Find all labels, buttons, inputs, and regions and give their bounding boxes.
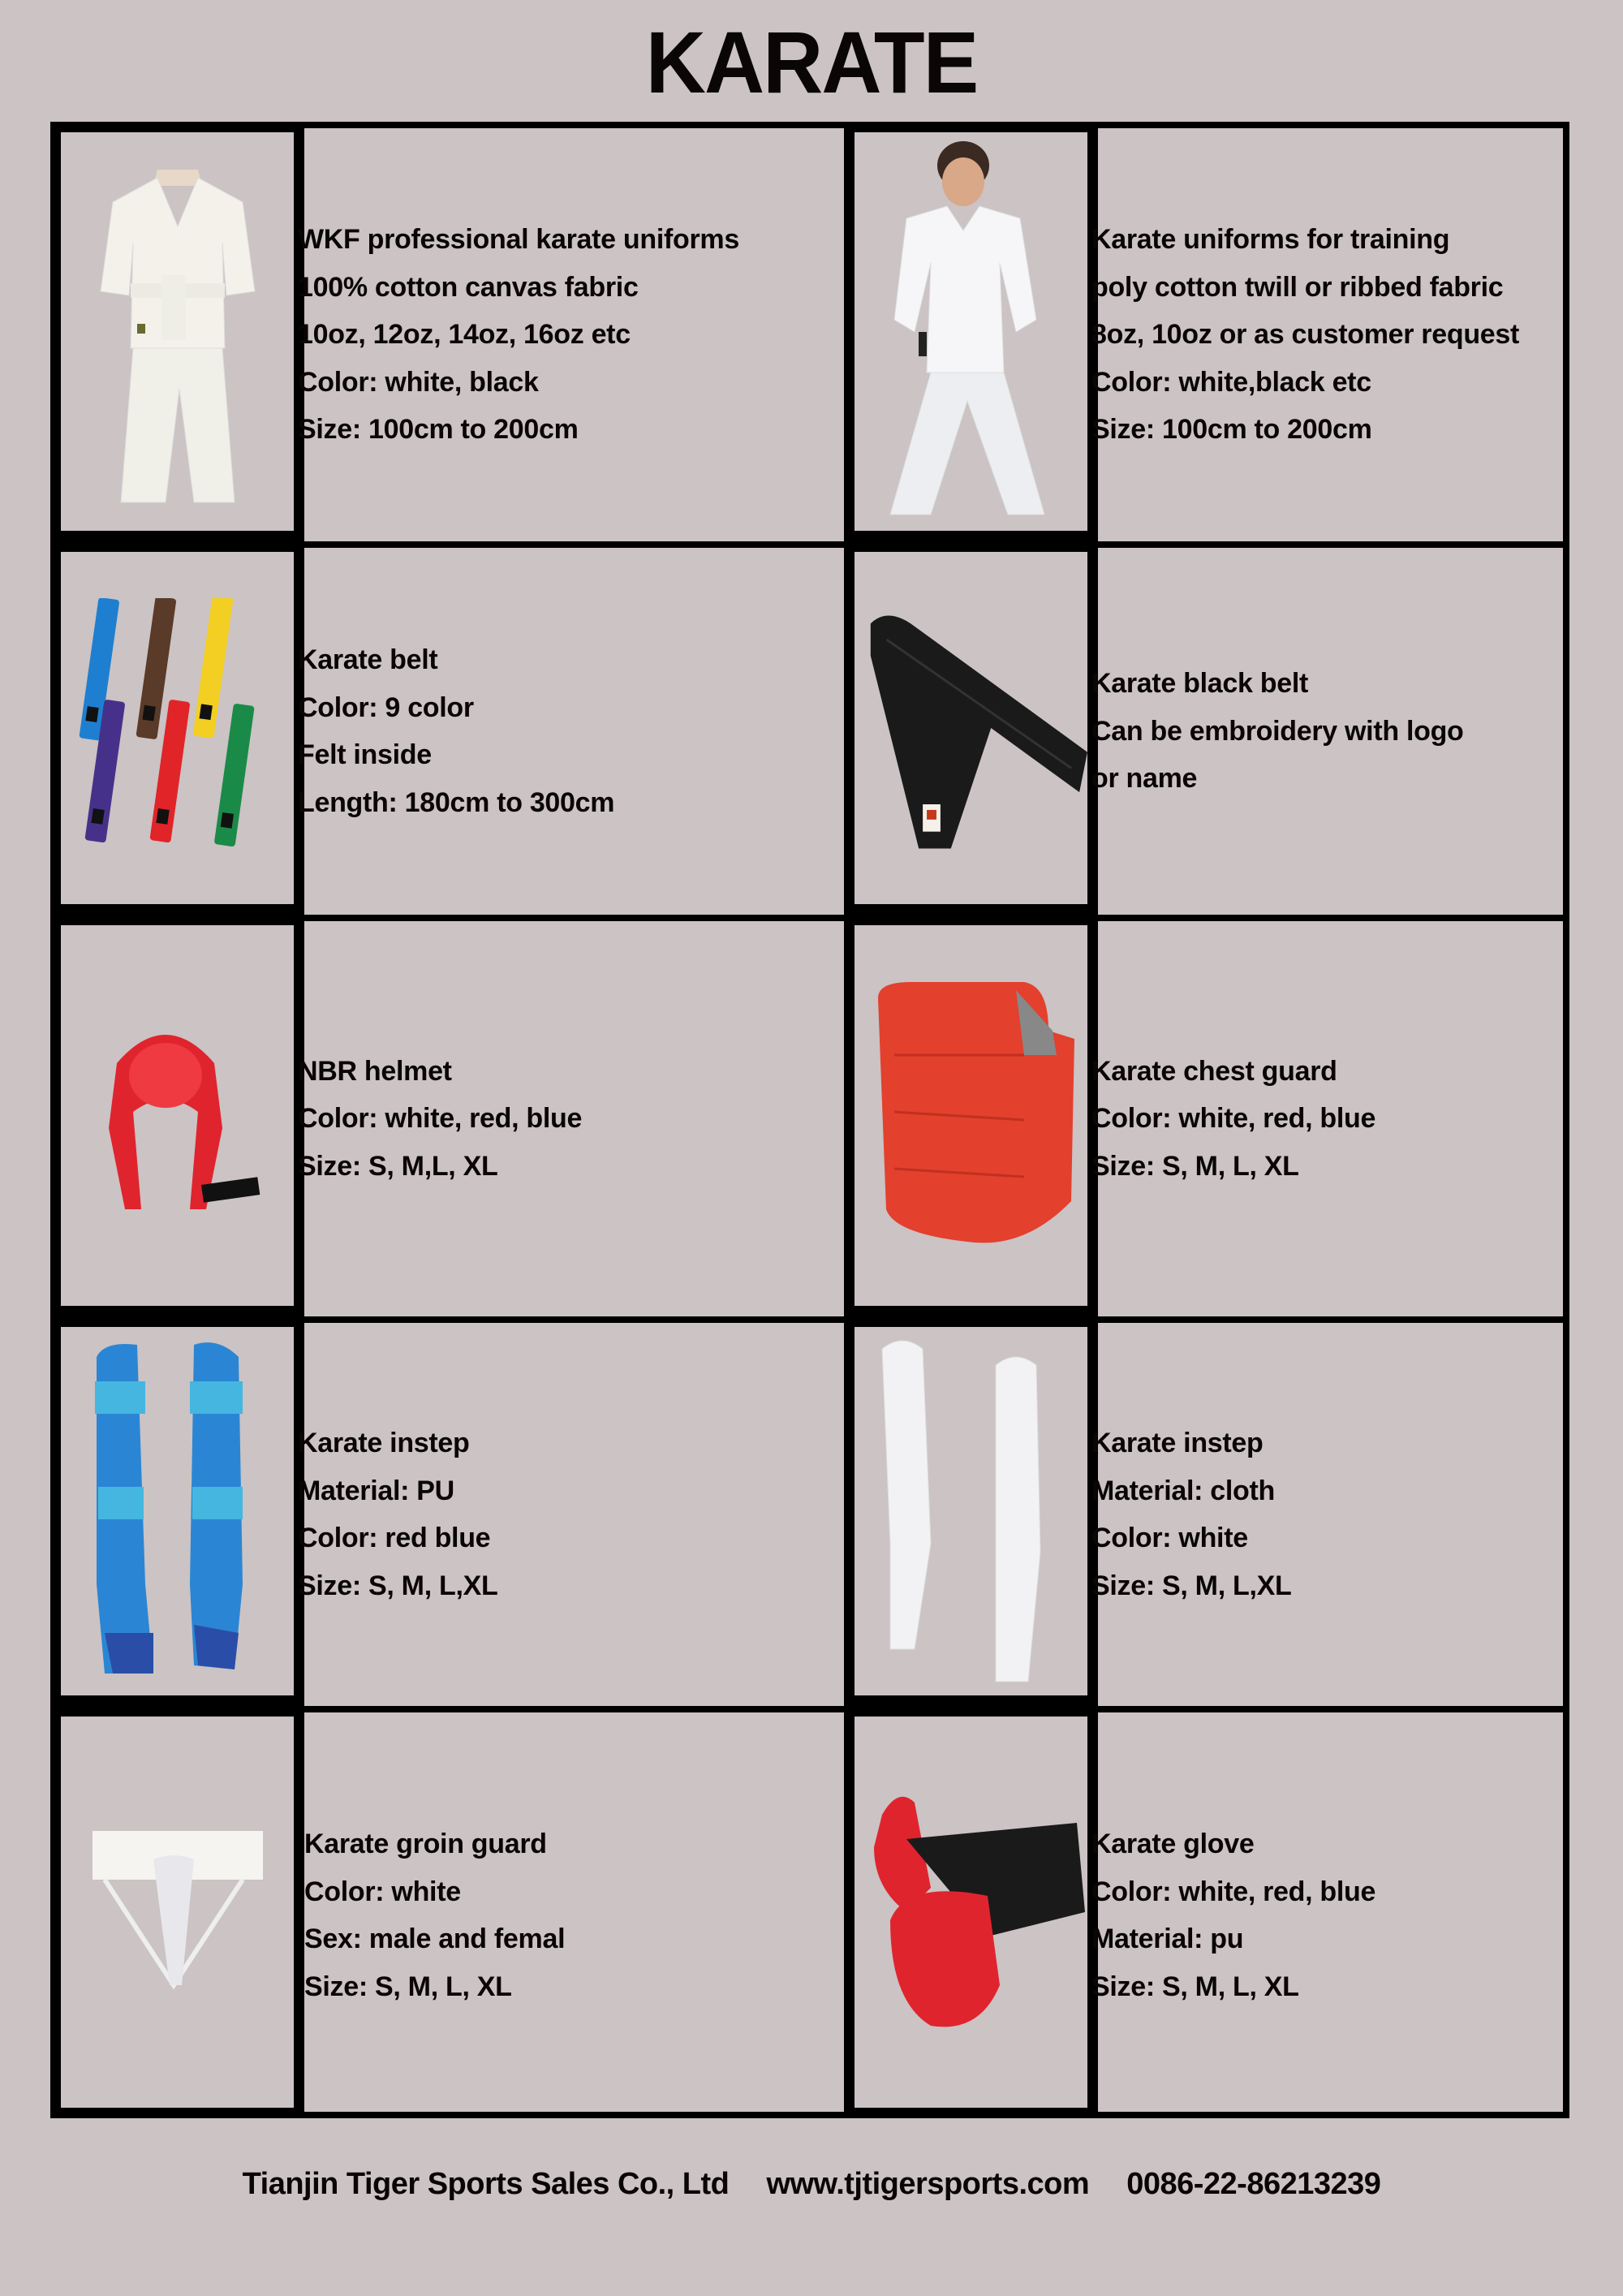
- product-spec: Size: S, M, L,XL: [1091, 1570, 1292, 1601]
- product-spec: Color: white, red, blue: [1091, 1103, 1376, 1135]
- product-spec: Size: S, M, L, XL: [1091, 1971, 1299, 2002]
- product-spec: Size: S, M, L, XL: [1091, 1150, 1299, 1182]
- product-description: [298, 541, 844, 915]
- product-spec: Color: red blue: [298, 1523, 491, 1553]
- karate-uniform-wkf-icon: [80, 153, 275, 510]
- product-spec: Color: white, red, blue: [1091, 1876, 1376, 1907]
- product-image-cell: [844, 122, 1098, 541]
- product-image-cell: [844, 1706, 1098, 2118]
- product-spec: Size: S, M,L, XL: [298, 1150, 498, 1182]
- black-belt-icon: [855, 606, 1087, 850]
- product-spec: Color: white, black: [298, 366, 539, 398]
- karate-uniform-training-icon: [866, 141, 1077, 523]
- table-row: [50, 915, 1569, 1316]
- product-table: [50, 122, 1569, 2118]
- product-name: NBR helmet: [298, 1055, 452, 1087]
- product-image-cell: [50, 122, 304, 541]
- product-spec: or name: [1091, 763, 1198, 795]
- product-description: [1091, 1706, 1569, 2118]
- product-description: [304, 1706, 844, 2118]
- product-description: [298, 915, 844, 1316]
- product-spec: Color: white: [1091, 1523, 1248, 1553]
- product-spec: Material: cloth: [1091, 1475, 1275, 1506]
- product-spec: Size: S, M, L,XL: [298, 1570, 498, 1601]
- product-description: [1091, 541, 1569, 915]
- product-image-cell: [50, 1706, 304, 2118]
- product-name: Karate glove: [1091, 1829, 1255, 1859]
- helmet-icon: [84, 1014, 271, 1217]
- product-spec: Sex: male and femal: [304, 1923, 566, 1954]
- product-description: [298, 122, 844, 541]
- website-link[interactable]: www.tjtigersports.com: [766, 2167, 1090, 2201]
- product-image-cell: [50, 1316, 304, 1706]
- product-spec: poly cotton twill or ribbed fabric: [1091, 271, 1504, 303]
- phone-number: 0086-22-86213239: [1126, 2167, 1381, 2201]
- product-image-cell: [844, 1316, 1098, 1706]
- product-spec: Material: pu: [1091, 1923, 1244, 1954]
- product-spec: 100% cotton canvas fabric: [298, 271, 639, 303]
- product-spec: Size: S, M, L, XL: [304, 1971, 512, 2002]
- product-spec: Material: PU: [298, 1475, 454, 1506]
- product-spec: 10oz, 12oz, 14oz, 16oz etc: [298, 319, 631, 351]
- table-row: [50, 122, 1569, 541]
- product-description: [1091, 915, 1569, 1316]
- product-image-cell: [50, 541, 304, 915]
- product-name: Karate groin guard: [304, 1829, 547, 1859]
- product-spec: Color: 9 color: [298, 691, 474, 723]
- product-description: [1091, 122, 1569, 541]
- product-image-cell: [844, 541, 1098, 915]
- product-description: [1091, 1316, 1569, 1706]
- product-spec: 8oz, 10oz or as customer request: [1091, 319, 1520, 351]
- product-name: Karate belt: [298, 644, 438, 675]
- product-spec: Length: 180cm to 300cm: [298, 786, 615, 818]
- table-row: [50, 1706, 1569, 2118]
- colored-belts-icon: [68, 598, 287, 858]
- product-name: Karate instep: [1091, 1428, 1264, 1458]
- product-name: Karate uniforms for training: [1091, 224, 1450, 256]
- instep-guard-white-icon: [866, 1333, 1077, 1690]
- product-name: Karate instep: [298, 1428, 470, 1458]
- company-name: Tianjin Tiger Sports Sales Co., Ltd: [242, 2167, 730, 2201]
- product-name: WKF professional karate uniforms: [298, 224, 739, 256]
- product-image-cell: [50, 915, 304, 1316]
- groin-guard-icon: [84, 1831, 271, 1993]
- chest-guard-icon: [862, 982, 1081, 1250]
- product-spec: Size: 100cm to 200cm: [1091, 414, 1372, 446]
- product-name: Karate black belt: [1091, 668, 1309, 700]
- table-row: [50, 1316, 1569, 1706]
- product-description: [298, 1316, 844, 1706]
- product-name: Karate chest guard: [1091, 1055, 1337, 1087]
- footer-contact: [0, 2167, 1623, 2202]
- table-row: [50, 541, 1569, 915]
- product-spec: Can be embroidery with logo: [1091, 715, 1464, 747]
- product-spec: Color: white, red, blue: [298, 1103, 583, 1135]
- product-spec: Size: 100cm to 200cm: [298, 414, 579, 446]
- karate-glove-icon: [858, 1790, 1085, 2034]
- product-spec: Color: white: [304, 1876, 461, 1907]
- product-spec: Color: white,black etc: [1091, 366, 1371, 398]
- product-spec: Felt inside: [298, 739, 432, 770]
- instep-guard-blue-icon: [80, 1341, 275, 1682]
- page-title: KARATE: [645, 13, 978, 111]
- product-image-cell: [844, 915, 1098, 1316]
